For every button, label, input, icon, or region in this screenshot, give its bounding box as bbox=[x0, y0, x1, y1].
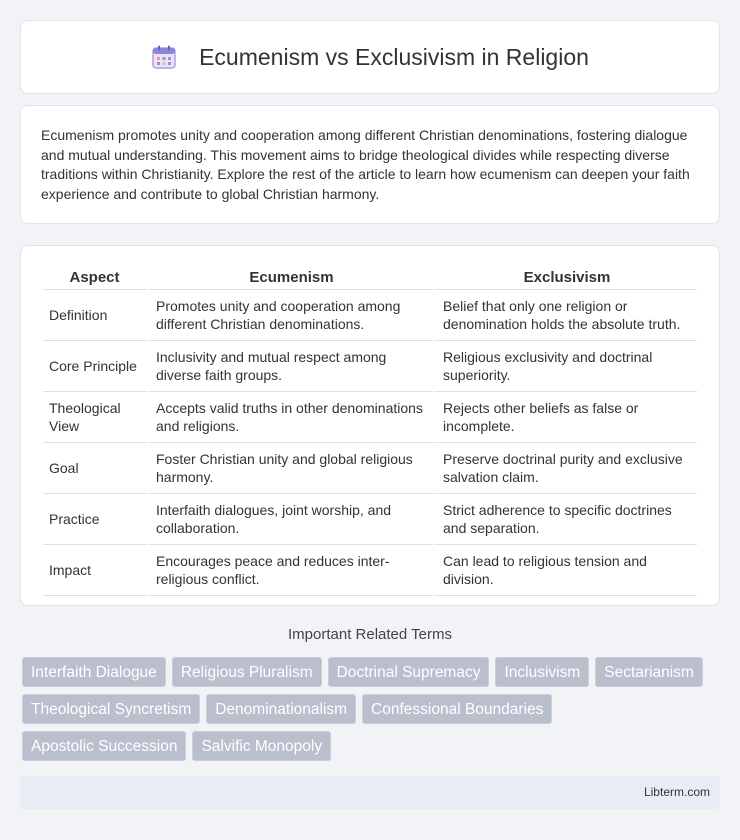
related-term-tag[interactable]: Theological Syncretism bbox=[22, 694, 200, 724]
header-aspect: Aspect bbox=[43, 266, 146, 290]
cell-ecumenism: Accepts valid truths in other denominations and religions. bbox=[146, 392, 433, 443]
footer bbox=[20, 776, 720, 809]
table-row bbox=[43, 290, 697, 341]
header-exclusivism: Exclusivism bbox=[433, 266, 697, 290]
related-term-tag[interactable]: Denominationalism bbox=[206, 694, 356, 724]
comparison-table bbox=[43, 266, 697, 596]
related-term-tag[interactable]: Salvific Monopoly bbox=[192, 731, 331, 761]
calendar-icon bbox=[151, 44, 177, 70]
related-term-tag[interactable]: Doctrinal Supremacy bbox=[328, 657, 490, 687]
related-term-tag[interactable]: Confessional Boundaries bbox=[362, 694, 552, 724]
comparison-card bbox=[20, 245, 720, 606]
related-term-tag[interactable]: Religious Pluralism bbox=[172, 657, 322, 687]
related-term-tag[interactable]: Sectarianism bbox=[595, 657, 703, 687]
cell-exclusivism: Strict adherence to specific doctrines and separation. bbox=[433, 494, 697, 545]
cell-ecumenism: Encourages peace and reduces inter-religious conflict. bbox=[146, 545, 433, 596]
related-term-tag[interactable]: Interfaith Dialogue bbox=[22, 657, 166, 687]
intro-text: Ecumenism promotes unity and cooperation among different Christian denominations, fostering dialogue and mutual understanding. This movement aims to bridge theological divides while respecting diverse traditions within Christianity. Explore the rest of the article to learn how ecumenism can deepen your faith experience and contribute to global Christian harmony. bbox=[41, 127, 690, 202]
cell-exclusivism: Religious exclusivity and doctrinal superiority. bbox=[433, 341, 697, 392]
cell-ecumenism: Interfaith dialogues, joint worship, and collaboration. bbox=[146, 494, 433, 545]
intro-card bbox=[20, 105, 720, 224]
table-row bbox=[43, 545, 697, 596]
page-title: Ecumenism vs Exclusivism in Religion bbox=[199, 43, 589, 70]
cell-exclusivism: Rejects other beliefs as false or incomplete. bbox=[433, 392, 697, 443]
cell-ecumenism: Promotes unity and cooperation among different Christian denominations. bbox=[146, 290, 433, 341]
cell-aspect: Impact bbox=[43, 545, 146, 596]
cell-exclusivism: Preserve doctrinal purity and exclusive salvation claim. bbox=[433, 443, 697, 494]
table-row bbox=[43, 494, 697, 545]
related-term-tag[interactable]: Inclusivism bbox=[495, 657, 589, 687]
cell-aspect: Core Principle bbox=[43, 341, 146, 392]
table-row bbox=[43, 341, 697, 392]
cell-aspect: Theological View bbox=[43, 392, 146, 443]
related-terms-list bbox=[22, 657, 722, 761]
table-row bbox=[43, 392, 697, 443]
cell-ecumenism: Inclusivity and mutual respect among diverse faith groups. bbox=[146, 341, 433, 392]
table-row bbox=[43, 443, 697, 494]
cell-aspect: Goal bbox=[43, 443, 146, 494]
cell-exclusivism: Can lead to religious tension and division. bbox=[433, 545, 697, 596]
header-ecumenism: Ecumenism bbox=[146, 266, 433, 290]
related-term-tag[interactable]: Apostolic Succession bbox=[22, 731, 186, 761]
title-card bbox=[20, 20, 720, 94]
cell-ecumenism: Foster Christian unity and global religious harmony. bbox=[146, 443, 433, 494]
cell-exclusivism: Belief that only one religion or denomination holds the absolute truth. bbox=[433, 290, 697, 341]
cell-aspect: Practice bbox=[43, 494, 146, 545]
table-header-row bbox=[43, 266, 697, 290]
footer-site-link[interactable]: Libterm.com bbox=[643, 785, 710, 799]
cell-aspect: Definition bbox=[43, 290, 146, 341]
related-terms-title: Important Related Terms bbox=[288, 626, 452, 643]
